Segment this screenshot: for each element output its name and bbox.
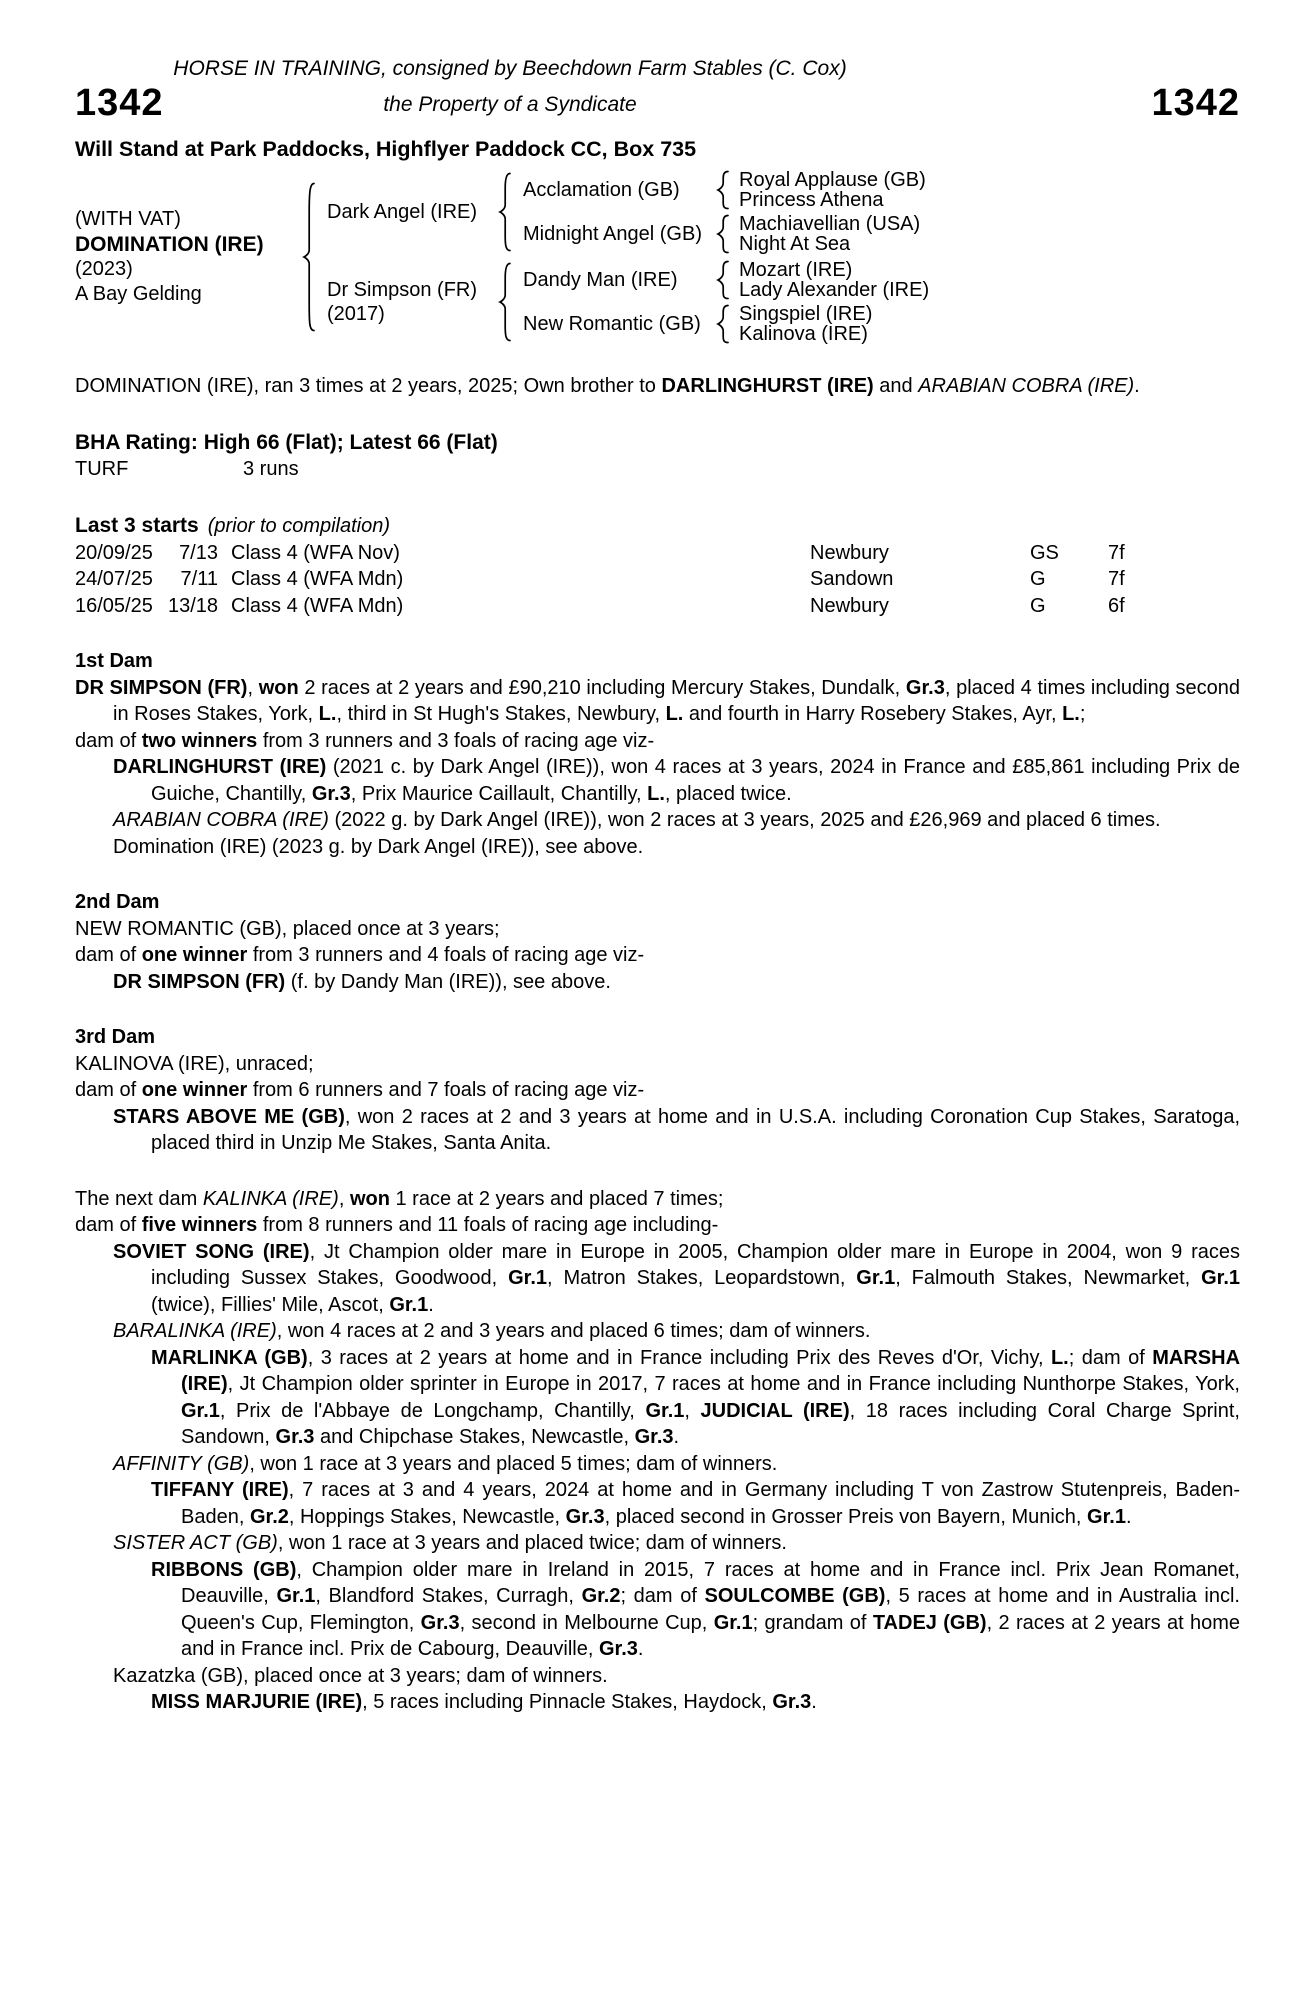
text-segment: from 3 runners and 3 foals of racing age viz- bbox=[257, 729, 655, 752]
text-segment: AFFINITY (GB) bbox=[113, 1452, 250, 1475]
section-heading: 3rd Dam bbox=[75, 1026, 156, 1048]
pedigree-brace-icon bbox=[497, 262, 513, 342]
pedigree-paragraph bbox=[75, 1663, 1240, 1690]
text-segment: Gr.1 bbox=[856, 1267, 896, 1289]
text-segment: , Hoppings Stakes, Newcastle, bbox=[288, 1505, 566, 1528]
text-segment: DR SIMPSON (FR) bbox=[75, 676, 248, 699]
text-segment: MARLINKA (GB) bbox=[151, 1346, 308, 1369]
last-starts-subtitle: (prior to compilation) bbox=[207, 514, 391, 537]
text-segment: dam of bbox=[75, 944, 142, 966]
start-row bbox=[75, 540, 1240, 567]
surface-runs-row bbox=[75, 456, 1240, 483]
text-segment: . bbox=[428, 1293, 434, 1316]
text-segment: Domination (IRE) (2023 g. by Dark Angel (IRE)), see above. bbox=[113, 835, 644, 858]
text-segment: ; dam of bbox=[1068, 1346, 1153, 1369]
text-segment: , won 1 race at 3 years and placed twice; dam of winners. bbox=[277, 1532, 787, 1554]
last-starts-heading bbox=[75, 512, 1240, 540]
text-segment: and fourth in Harry Rosebery Stakes, Ayr, bbox=[683, 703, 1063, 725]
text-segment: , won 4 races at 2 and 3 years and placed 6 times; dam of winners. bbox=[276, 1320, 871, 1342]
dam-dam-name: New Romantic (GB) bbox=[523, 313, 701, 335]
text-segment: Gr.1 bbox=[389, 1293, 429, 1316]
text-segment: TIFFANY (IRE) bbox=[151, 1479, 289, 1501]
vat-note: (WITH VAT) bbox=[75, 208, 181, 230]
dam-sire-branch bbox=[513, 260, 929, 300]
start-race: Class 4 (WFA Mdn) bbox=[231, 568, 404, 590]
start-going: G bbox=[1030, 594, 1046, 617]
text-segment: one winner bbox=[141, 944, 248, 966]
text-segment: Gr.1 bbox=[276, 1585, 316, 1607]
text-segment: STARS ABOVE ME (GB) bbox=[113, 1105, 345, 1128]
text-segment: BARALINKA (IRE) bbox=[113, 1320, 277, 1342]
text-segment: L. bbox=[647, 782, 665, 805]
text-segment: L. bbox=[318, 703, 337, 725]
start-distance: 7f bbox=[1108, 568, 1125, 590]
pedigree-tree bbox=[75, 170, 1240, 344]
start-distance: 7f bbox=[1108, 541, 1125, 564]
text-segment: . bbox=[637, 1638, 644, 1660]
ancestor-name: Singspiel (IRE) bbox=[739, 303, 873, 325]
start-date: 20/09/25 bbox=[75, 541, 153, 564]
text-segment: (2021 c. by Dark Angel (IRE)), won 4 races at 3 years, 2024 in France and £85,861 including Prix de Guiche, Chantilly, bbox=[151, 756, 1240, 805]
text-segment: Gr.1 bbox=[1087, 1505, 1126, 1528]
section-heading: 2nd Dam bbox=[75, 891, 160, 913]
dam-sire-name: Dandy Man (IRE) bbox=[523, 269, 678, 291]
pedigree-paragraph bbox=[75, 1530, 1240, 1557]
text-segment: The next dam bbox=[75, 1187, 203, 1210]
text-segment: KALINOVA (IRE), unraced; bbox=[75, 1052, 314, 1075]
text-segment: KALINKA (IRE) bbox=[202, 1187, 339, 1210]
text-segment: DARLINGHURST (IRE) bbox=[661, 375, 874, 397]
pedigree-paragraph bbox=[75, 942, 1240, 969]
text-segment: and bbox=[873, 375, 919, 397]
text-segment: , Blandford Stakes, Curragh, bbox=[315, 1585, 582, 1607]
pedigree-paragraph bbox=[75, 1186, 1240, 1213]
pedigree-paragraph bbox=[75, 1051, 1240, 1078]
property-line: the Property of a Syndicate bbox=[383, 93, 637, 116]
stand-location-line: Will Stand at Park Paddocks, Highflyer Paddock CC, Box 735 bbox=[75, 137, 697, 161]
text-segment: (2022 g. by Dark Angel (IRE)), won 2 races at 3 years, 2025 and £26,969 and placed 6 times. bbox=[328, 809, 1161, 831]
start-race: Class 4 (WFA Nov) bbox=[231, 541, 400, 564]
pedigree-paragraph bbox=[75, 834, 1240, 861]
page-header bbox=[75, 56, 1240, 162]
pedigree-brace-icon bbox=[715, 214, 731, 254]
bha-rating-line: BHA Rating: High 66 (Flat); Latest 66 (Flat) bbox=[75, 430, 498, 454]
ancestor-name: Kalinova (IRE) bbox=[739, 323, 868, 345]
text-segment: dam of bbox=[75, 1079, 142, 1101]
ancestor-name: Royal Applause (GB) bbox=[739, 169, 926, 191]
text-segment: , 7 races at 3 and 4 years, 2024 at home and in Germany including T von Zastrow Stutenpreis, Baden-Baden, bbox=[181, 1479, 1240, 1528]
text-segment: Kazatzka (GB), placed once at 3 years; dam of winners. bbox=[113, 1664, 608, 1687]
text-segment: Gr.3 bbox=[634, 1426, 674, 1448]
subject-description: A Bay Gelding bbox=[75, 283, 202, 305]
start-race: Class 4 (WFA Mdn) bbox=[231, 594, 404, 617]
text-segment: SISTER ACT (GB) bbox=[113, 1532, 278, 1554]
text-segment: , 5 races at home and in Australia incl. Queen's Cup, Flemington, bbox=[181, 1585, 1240, 1634]
subject-horse-name: DOMINATION (IRE) bbox=[75, 233, 264, 256]
pedigree-brace-icon bbox=[715, 260, 731, 300]
subject-foaling-year: (2023) bbox=[75, 258, 133, 280]
pedigree-text-sections bbox=[75, 648, 1240, 1716]
text-segment: SOULCOMBE (GB) bbox=[704, 1585, 886, 1607]
pedigree-paragraph bbox=[75, 1077, 1240, 1104]
section-heading: 1st Dam bbox=[75, 650, 153, 672]
sire-dam-name: Midnight Angel (GB) bbox=[523, 223, 702, 245]
text-segment: (f. by Dandy Man (IRE)), see above. bbox=[285, 970, 611, 993]
text-segment: L. bbox=[665, 703, 684, 725]
text-segment: dam of bbox=[75, 729, 142, 752]
text-segment: , won 2 races at 2 and 3 years at home and in U.S.A. including Coronation Cup Stakes, Saratoga, placed third in Unzip Me Stakes, Santa Anita. bbox=[151, 1105, 1241, 1154]
pedigree-paragraph bbox=[75, 916, 1240, 943]
lot-number-left: 1342 bbox=[75, 82, 164, 124]
text-segment: won bbox=[349, 1187, 390, 1210]
pedigree-brace-icon bbox=[497, 172, 513, 252]
start-going: GS bbox=[1030, 541, 1059, 564]
great-grandparents-pair bbox=[731, 304, 872, 344]
text-segment: TADEJ (GB) bbox=[872, 1611, 987, 1634]
text-segment: , 5 races including Pinnacle Stakes, Haydock, bbox=[362, 1691, 773, 1713]
text-segment: Gr.1 bbox=[645, 1399, 685, 1422]
text-segment: , 2 races at 2 years at home and in France incl. Prix de Cabourg, Deauville, bbox=[181, 1611, 1241, 1660]
text-segment: , 18 races including Coral Charge Sprint, Sandown, bbox=[181, 1399, 1240, 1448]
text-segment: , Prix de l'Abbaye de Longchamp, Chantilly, bbox=[219, 1399, 646, 1422]
text-segment: Gr.3 bbox=[565, 1505, 605, 1528]
text-segment: , placed second in Grosser Preis von Bayern, Munich, bbox=[604, 1505, 1088, 1528]
text-segment: MISS MARJURIE (IRE) bbox=[151, 1691, 363, 1713]
great-grandparents-pair bbox=[731, 260, 929, 300]
dam-grandparents-column bbox=[513, 260, 929, 344]
ancestor-name: Machiavellian (USA) bbox=[739, 213, 921, 235]
text-segment: 1 race at 2 years and placed 7 times; bbox=[389, 1187, 724, 1210]
third-dam-section bbox=[75, 1024, 1240, 1157]
pedigree-paragraph bbox=[75, 728, 1240, 755]
sire-cell bbox=[317, 200, 497, 224]
start-position: 7/11 bbox=[180, 568, 218, 590]
text-segment: , Prix Maurice Caillault, Chantilly, bbox=[350, 782, 648, 805]
generation-1-column bbox=[317, 170, 929, 344]
text-segment: , bbox=[684, 1399, 701, 1422]
text-segment: , 3 races at 2 years at home and in France including Prix des Reves d'Or, Vichy, bbox=[307, 1346, 1051, 1369]
text-segment: Gr.3 bbox=[905, 676, 945, 699]
text-segment: . bbox=[1125, 1505, 1132, 1528]
last-starts-table bbox=[75, 540, 1240, 620]
text-segment: RIBBONS (GB) bbox=[151, 1558, 297, 1581]
text-segment: Gr.1 bbox=[1201, 1267, 1240, 1289]
pedigree-paragraph bbox=[75, 1477, 1240, 1530]
text-segment: L. bbox=[1062, 703, 1080, 725]
text-segment: , won 1 race at 3 years and placed 5 times; dam of winners. bbox=[249, 1452, 778, 1475]
text-segment: , bbox=[247, 676, 259, 699]
text-segment: , placed 4 times including second in Roses Stakes, York, bbox=[113, 676, 1241, 725]
subject-horse-block bbox=[75, 207, 301, 307]
text-segment: Gr.3 bbox=[275, 1426, 315, 1448]
text-segment: . bbox=[811, 1691, 817, 1713]
start-row bbox=[75, 593, 1240, 620]
last-starts-title: Last 3 starts bbox=[75, 513, 199, 537]
start-position: 7/13 bbox=[179, 541, 218, 564]
dam-name: Dr Simpson (FR) bbox=[327, 279, 478, 301]
sire-name: Dark Angel (IRE) bbox=[327, 201, 478, 223]
great-grandparents-pair bbox=[731, 214, 920, 254]
text-segment: five winners bbox=[141, 1214, 258, 1236]
lot-number-right: 1342 bbox=[1151, 82, 1240, 124]
text-segment: , bbox=[338, 1187, 350, 1210]
text-segment: from 8 runners and 11 foals of racing age including- bbox=[257, 1214, 719, 1236]
text-segment: Gr.2 bbox=[581, 1585, 621, 1607]
pedigree-paragraph bbox=[75, 1345, 1240, 1451]
text-segment: ; grandam of bbox=[752, 1611, 873, 1634]
pedigree-paragraph bbox=[75, 1557, 1240, 1663]
dam-year: (2017) bbox=[327, 303, 385, 325]
runs-count: 3 runs bbox=[243, 457, 299, 480]
text-segment: Gr.3 bbox=[311, 782, 351, 805]
race-record-summary bbox=[75, 373, 1240, 400]
start-date: 16/05/25 bbox=[75, 594, 153, 617]
pedigree-paragraph bbox=[75, 807, 1240, 834]
great-grandparents-pair bbox=[731, 170, 926, 210]
sire-sire-branch bbox=[513, 170, 926, 210]
text-segment: L. bbox=[1050, 1346, 1069, 1369]
pedigree-paragraph bbox=[75, 969, 1240, 996]
text-segment: SOVIET SONG (IRE) bbox=[113, 1240, 310, 1263]
text-segment: Gr.3 bbox=[420, 1611, 460, 1634]
start-going: G bbox=[1030, 568, 1046, 590]
text-segment: won bbox=[258, 676, 299, 699]
start-position: 13/18 bbox=[168, 594, 219, 617]
dam-cell bbox=[317, 278, 497, 326]
last-starts-block bbox=[75, 512, 1240, 620]
text-segment: from 3 runners and 4 foals of racing age viz- bbox=[247, 944, 645, 966]
text-segment: Gr.1 bbox=[181, 1399, 220, 1422]
text-segment: DARLINGHURST (IRE) bbox=[113, 756, 327, 778]
text-segment: Gr.1 bbox=[713, 1611, 753, 1634]
text-segment: , Matron Stakes, Leopardstown, bbox=[547, 1267, 857, 1289]
sire-sire-name: Acclamation (GB) bbox=[523, 179, 680, 201]
text-segment: JUDICIAL (IRE) bbox=[700, 1399, 850, 1422]
text-segment: , placed twice. bbox=[664, 782, 792, 805]
sire-grandparents-column bbox=[513, 170, 926, 254]
text-segment: NEW ROMANTIC (GB), placed once at 3 years; bbox=[75, 917, 500, 940]
first-dam-section bbox=[75, 648, 1240, 860]
text-segment: DR SIMPSON (FR) bbox=[113, 970, 286, 993]
text-segment: , Falmouth Stakes, Newmarket, bbox=[895, 1267, 1202, 1289]
text-segment: , third in St Hugh's Stakes, Newbury, bbox=[336, 703, 666, 725]
consignor-line: HORSE IN TRAINING, consigned by Beechdown Farm Stables (C. Cox) bbox=[173, 57, 847, 80]
pedigree-paragraph bbox=[75, 1318, 1240, 1345]
start-row bbox=[75, 566, 1240, 593]
text-segment: and Chipchase Stakes, Newcastle, bbox=[314, 1426, 635, 1448]
rating-block bbox=[75, 429, 1240, 483]
text-segment: one winner bbox=[141, 1079, 248, 1101]
text-segment: DOMINATION (IRE), ran 3 times at 2 years, 2025; Own brother to bbox=[75, 375, 662, 397]
text-segment: , Jt Champion older sprinter in Europe in 2017, 7 races at home and in France including Nunthorpe Stakes, York, bbox=[227, 1373, 1240, 1395]
pedigree-brace-icon bbox=[715, 304, 731, 344]
text-segment: ARABIAN COBRA (IRE) bbox=[918, 375, 1135, 397]
text-segment: 2 races at 2 years and £90,210 including Mercury Stakes, Dundalk, bbox=[298, 676, 906, 699]
text-segment: Gr.2 bbox=[249, 1505, 289, 1528]
ancestor-name: Mozart (IRE) bbox=[739, 259, 853, 281]
start-date: 24/07/25 bbox=[75, 568, 153, 590]
pedigree-paragraph bbox=[75, 1239, 1240, 1319]
text-segment: MARSHA (IRE) bbox=[181, 1346, 1241, 1395]
pedigree-paragraph bbox=[75, 1212, 1240, 1239]
text-segment: Gr.3 bbox=[599, 1638, 638, 1660]
dam-dam-branch bbox=[513, 304, 929, 344]
text-segment: . bbox=[1134, 375, 1140, 397]
start-course: Newbury bbox=[810, 594, 889, 617]
text-segment: ; bbox=[1079, 703, 1086, 725]
next-dam-section bbox=[75, 1186, 1240, 1716]
ancestor-name: Lady Alexander (IRE) bbox=[739, 279, 930, 301]
text-segment: dam of bbox=[75, 1214, 142, 1236]
text-segment: , second in Melbourne Cup, bbox=[459, 1611, 714, 1634]
sire-dam-branch bbox=[513, 214, 926, 254]
surface-label: TURF bbox=[75, 457, 129, 480]
text-segment: (twice), Fillies' Mile, Ascot, bbox=[151, 1293, 390, 1316]
text-segment: ARABIAN COBRA (IRE) bbox=[113, 809, 329, 831]
pedigree-paragraph bbox=[75, 373, 1240, 400]
pedigree-paragraph bbox=[75, 1689, 1240, 1716]
second-dam-section bbox=[75, 889, 1240, 995]
pedigree-brace-icon bbox=[715, 170, 731, 210]
ancestor-name: Night At Sea bbox=[739, 233, 851, 255]
pedigree-paragraph bbox=[75, 675, 1240, 728]
pedigree-paragraph bbox=[75, 1451, 1240, 1478]
text-segment: Gr.1 bbox=[508, 1267, 548, 1289]
pedigree-paragraph bbox=[75, 754, 1240, 807]
text-segment: Gr.3 bbox=[772, 1691, 812, 1713]
pedigree-brace-icon bbox=[301, 182, 317, 332]
text-segment: two winners bbox=[141, 729, 258, 752]
start-course: Newbury bbox=[810, 541, 889, 564]
text-segment: , Jt Champion older mare in Europe in 2005, Champion older mare in Europe in 2004, won 9 races including Sussex Stakes, Goodwood, bbox=[151, 1240, 1240, 1289]
dam-branch bbox=[317, 260, 929, 344]
lot-number-row bbox=[75, 84, 1240, 130]
start-course: Sandown bbox=[810, 568, 894, 590]
start-distance: 6f bbox=[1108, 594, 1125, 617]
ancestor-name: Princess Athena bbox=[739, 189, 884, 211]
text-segment: . bbox=[673, 1426, 680, 1448]
text-segment: ; dam of bbox=[620, 1585, 705, 1607]
sire-branch bbox=[317, 170, 929, 254]
text-segment: from 6 runners and 7 foals of racing age viz- bbox=[247, 1079, 645, 1101]
text-segment: , Champion older mare in Ireland in 2015, 7 races at home and in France incl. Prix Jean Romanet, Deauville, bbox=[181, 1558, 1240, 1607]
pedigree-paragraph bbox=[75, 1104, 1240, 1157]
